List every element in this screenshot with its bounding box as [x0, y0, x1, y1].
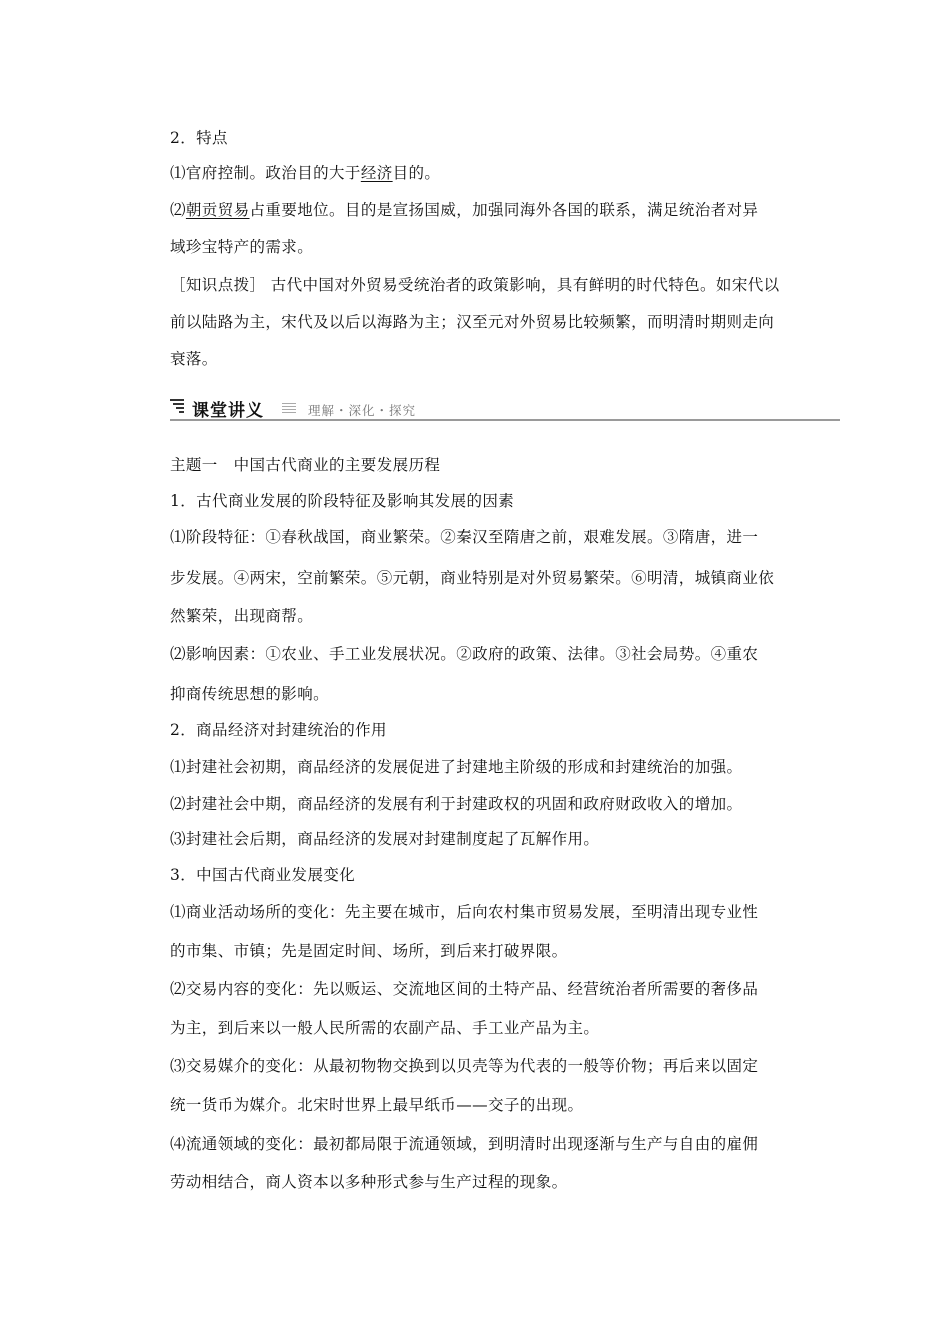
paragraph: ⑷流通领域的变化：最初都局限于流通领域，到明清时出现逐渐与生产与自由的雇佣	[170, 1135, 759, 1153]
text: 占重要地位。目的是宣扬国威，加强同海外各国的联系，满足统治者对异	[249, 201, 759, 219]
paragraph: ⑴商业活动场所的变化：先主要在城市，后向农村集市贸易发展，至明清出现专业性	[170, 903, 759, 921]
paragraph-continuation: 的市集、市镇；先是固定时间、场所，到后来打破界限。	[170, 942, 568, 960]
text: ⑴官府控制。政治目的大于	[170, 164, 361, 182]
banner-stripes-icon	[170, 399, 184, 415]
paragraph-continuation: 统一货币为媒介。北宋时世界上最早纸币——交子的出现。	[170, 1096, 584, 1114]
topic-title: 主题一 中国古代商业的主要发展历程	[170, 456, 441, 474]
banner-divider-icon	[282, 403, 296, 417]
paragraph-continuation: 抑商传统思想的影响。	[170, 685, 330, 703]
paragraph: ⑴封建社会初期，商品经济的发展促进了封建地主阶级的形成和封建统治的加强。	[170, 758, 743, 776]
paragraph-continuation: 为主，到后来以一般人民所需的农副产品、手工业产品为主。	[170, 1019, 600, 1037]
paragraph-continuation: 步发展。④两宋，空前繁荣。⑤元朝，商业特别是对外贸易繁荣。⑥明清，城镇商业依	[170, 569, 775, 587]
banner-subtitle: 理解・深化・探究	[308, 403, 417, 418]
section-heading: 1．古代商业发展的阶段特征及影响其发展的因素	[170, 492, 515, 510]
section-heading: 3．中国古代商业发展变化	[170, 866, 356, 884]
paragraph: ⑵影响因素：①农业、手工业发展状况。②政府的政策、法律。③社会局势。④重农	[170, 645, 759, 663]
paragraph-continuation: 然繁荣，出现商帮。	[170, 607, 314, 625]
knowledge-tip-continuation: 衰落。	[170, 350, 218, 368]
knowledge-tip-continuation: 前以陆路为主，宋代及以后以海路为主；汉至元对外贸易比较频繁，而明清时期则走向	[170, 313, 775, 331]
paragraph: ⑴阶段特征：①春秋战国，商业繁荣。②秦汉至隋唐之前，艰难发展。③隋唐，进一	[170, 528, 759, 546]
text: 目的。	[392, 164, 441, 182]
knowledge-tip: ［知识点拨］ 古代中国对外贸易受统治者的政策影响，具有鲜明的时代特色。如宋代以	[170, 276, 780, 294]
section-banner	[170, 395, 840, 425]
underlined-term: 经济	[360, 164, 393, 182]
section-heading: 2．商品经济对封建统治的作用	[170, 721, 387, 739]
paragraph-continuation: 劳动相结合，商人资本以多种形式参与生产过程的现象。	[170, 1173, 568, 1191]
paragraph	[170, 200, 810, 220]
paragraph	[170, 163, 810, 183]
paragraph: ⑶封建社会后期，商品经济的发展对封建制度起了瓦解作用。	[170, 830, 600, 848]
paragraph: ⑵封建社会中期，商品经济的发展有利于封建政权的巩固和政府财政收入的增加。	[170, 795, 743, 813]
banner-rule	[170, 419, 840, 421]
section-heading-features: 2．特点	[170, 129, 228, 147]
banner-title: 课堂讲义	[192, 401, 264, 421]
paragraph: ⑵交易内容的变化：先以贩运、交流地区间的土特产品、经营统治者所需要的奢侈品	[170, 980, 759, 998]
paragraph-continuation: 域珍宝特产的需求。	[170, 238, 314, 256]
paragraph: ⑶交易媒介的变化：从最初物物交换到以贝壳等为代表的一般等价物；再后来以固定	[170, 1057, 759, 1075]
underlined-term: 朝贡贸易	[185, 201, 250, 219]
text: ⑵	[170, 201, 186, 219]
